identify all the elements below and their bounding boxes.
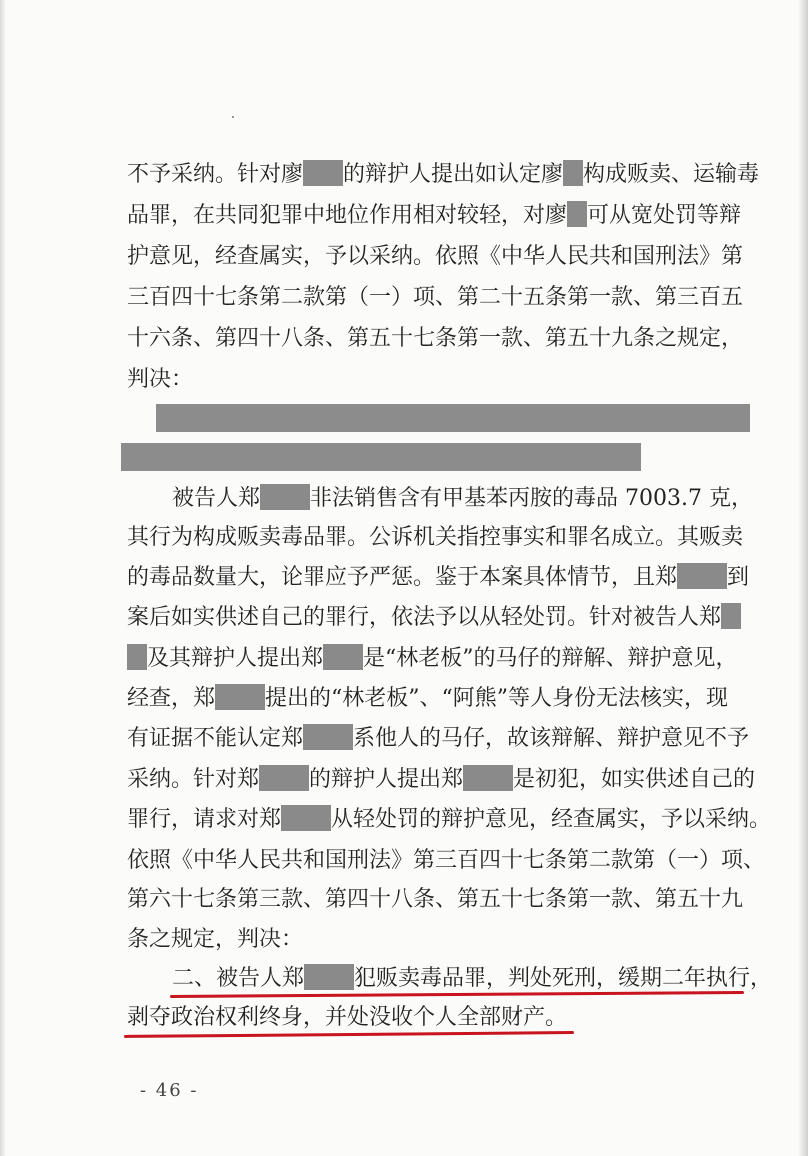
paragraph1-line4	[127, 283, 743, 313]
paragraph1-line1	[127, 160, 759, 190]
redaction-box	[303, 160, 343, 186]
paragraph2-line8	[127, 765, 755, 795]
redaction-box	[281, 805, 331, 831]
text: 构成贩卖、运输毒	[583, 162, 760, 187]
paragraph1-line5	[127, 324, 743, 354]
text: 非法销售含有甲基苯丙胺的毒品 7003.7 克，	[310, 486, 753, 511]
redaction-box	[259, 765, 309, 791]
paragraph2-line1	[172, 484, 753, 514]
text: 依照《中华人民共和国刑法》第三百四十七条第二款第（一）项、	[127, 848, 766, 873]
text: 是初犯，如实供述自己的	[513, 767, 756, 792]
text: 罪行，请求对郑	[127, 807, 282, 832]
text: 第六十七条第三款、第四十八条、第五十七条第一款、第五十九	[127, 887, 744, 912]
redaction-box	[303, 724, 353, 750]
paragraph2-line7	[127, 724, 749, 754]
verdict-line2	[127, 1003, 567, 1033]
text: 采纳。针对郑	[127, 767, 260, 792]
text: 的毒品数量大，论罪应予严惩。鉴于本案具体情节，且郑	[127, 565, 678, 590]
text: 判决：	[127, 367, 194, 392]
redaction-box	[721, 603, 741, 629]
text: 十六条、第四十八条、第五十七条第一款、第五十九条之规定，	[127, 326, 744, 351]
text: 提出的“林老板”、“阿熊”等人身份无法核实，现	[265, 686, 729, 711]
text: 案后如实供述自己的罪行，依法予以从轻处罚。针对被告人郑	[127, 605, 722, 630]
text: 系他人的马仔，故该辩解、辩护意见不予	[353, 726, 750, 751]
redaction-box	[260, 484, 310, 510]
text: 到	[727, 565, 750, 590]
scan-speck	[232, 116, 234, 118]
redaction-box	[127, 644, 147, 670]
paragraph2-line5	[127, 644, 738, 674]
redaction-box	[323, 644, 363, 670]
page-number: - 46 -	[140, 1080, 199, 1101]
text: 三百四十七条第二款第（一）项、第二十五条第一款、第三百五	[127, 285, 744, 310]
scan-edge-right	[798, 0, 808, 1156]
text: 条之规定，判决：	[127, 927, 304, 952]
text: 护意见，经查属实，予以采纳。依照《中华人民共和国刑法》第	[127, 244, 744, 269]
paragraph1-line2	[127, 201, 741, 231]
redaction-bar	[156, 404, 750, 432]
paragraph1-line6	[127, 365, 193, 395]
text: 品罪，在共同犯罪中地位作用相对较轻，对廖	[127, 203, 568, 228]
redaction-box	[463, 765, 513, 791]
text: 的辩护人提出如认定廖	[343, 162, 564, 187]
text: 其行为构成贩卖毒品罪。公诉机关指控事实和罪名成立。其贩卖	[127, 525, 744, 550]
text: 从轻处罚的辩护意见，经查属实，予以采纳。	[331, 807, 772, 832]
redaction-box	[215, 684, 265, 710]
redaction-box	[677, 563, 727, 589]
redaction-box	[563, 160, 583, 186]
text: 可从宽处罚等辩	[587, 203, 742, 228]
paragraph2-line9	[127, 805, 771, 835]
paragraph2-line12	[127, 925, 303, 955]
redaction-box	[567, 201, 587, 227]
text: 有证据不能认定郑	[127, 726, 304, 751]
text: 不予采纳。针对廖	[127, 162, 304, 187]
paragraph2-line4	[127, 603, 741, 633]
text: 犯贩卖毒品罪，判处死刑，缓期二年执行，	[354, 966, 773, 991]
paragraph2-line6	[127, 684, 728, 714]
text: 被告人郑	[172, 486, 261, 511]
redaction-bar	[121, 443, 641, 471]
text: 的辩护人提出郑	[309, 767, 464, 792]
paragraph2-line2	[127, 523, 743, 553]
text: 二、被告人郑	[172, 966, 305, 991]
verdict-line1	[172, 964, 772, 994]
paragraph2-line3	[127, 563, 749, 593]
text: 剥夺政治权利终身，并处没收个人全部财产。	[127, 1005, 568, 1030]
paragraph1-line3	[127, 242, 743, 272]
text: 是“林老板”的马仔的辩解、辩护意见，	[363, 646, 738, 671]
text: 及其辩护人提出郑	[147, 646, 324, 671]
redaction-box	[304, 964, 354, 990]
paragraph2-line10	[127, 846, 765, 876]
text: 经查，郑	[127, 686, 216, 711]
scan-edge-left	[0, 0, 6, 1156]
paragraph2-line11	[127, 885, 743, 915]
